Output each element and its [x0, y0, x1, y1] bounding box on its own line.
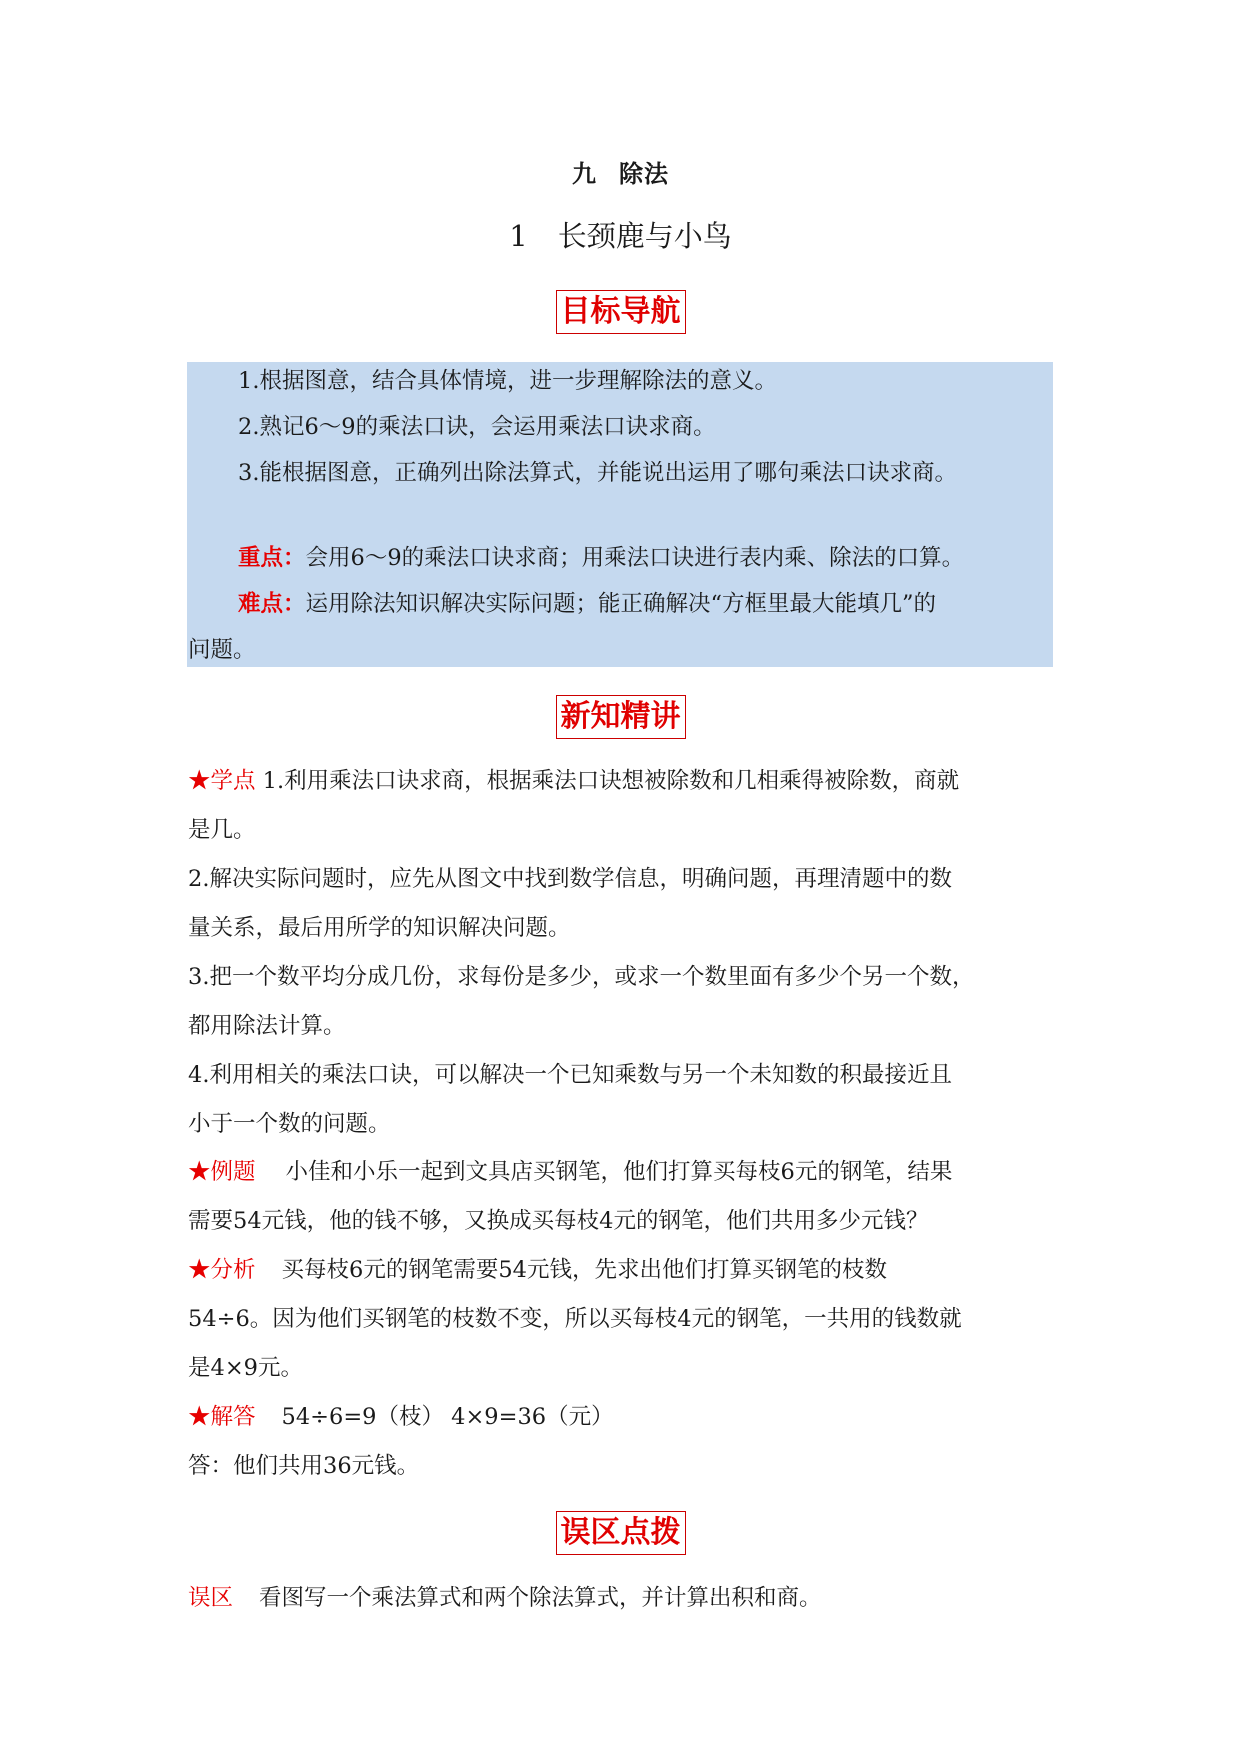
example-problem [188, 1157, 952, 1187]
example-label: ★例题 [188, 1159, 256, 1185]
goal-item-1: 1.根据图意，结合具体情境，进一步理解除法的意义。 [238, 368, 777, 394]
knowledge-point-1-cont: 是几。 [188, 817, 256, 843]
chapter-number: 九 [572, 160, 597, 188]
knowledge-point-4-cont: 小于一个数的问题。 [188, 1111, 391, 1137]
mistakes-section-heading [0, 1511, 1241, 1555]
chapter-title: 除法 [619, 160, 669, 188]
key-point-label: 重点： [238, 545, 306, 571]
knowledge-point-4: 4.利用相关的乘法口诀，可以解决一个已知乘数与另一个未知数的积最接近且 [188, 1062, 952, 1088]
goals-box [187, 362, 1053, 667]
example-problem-cont: 需要54元钱，他的钱不够，又换成买每枝4元的钢笔，他们共用多少元钱？ [188, 1208, 929, 1234]
key-point [238, 543, 964, 573]
mistake-text: 看图写一个乘法算式和两个除法算式，并计算出积和商。 [259, 1585, 822, 1611]
difficult-point [238, 589, 936, 619]
goal-item-3: 3.能根据图意，正确列出除法算式，并能说出运用了哪句乘法口诀求商。 [238, 460, 957, 486]
difficult-point-text: 运用除法知识解决实际问题；能正确解决“方框里最大能填几”的 [305, 591, 937, 617]
goals-section-heading [0, 290, 1241, 334]
knowledge-section-title: 新知精讲 [556, 695, 686, 739]
knowledge-point-2: 2.解决实际问题时，应先从图文中找到数学信息，明确问题，再理清题中的数 [188, 866, 952, 892]
analysis-text: 买每枝6元的钢笔需要54元钱，先求出他们打算买钢笔的枝数 [281, 1257, 887, 1283]
lesson-heading [0, 214, 1241, 255]
chapter-heading [0, 154, 1241, 189]
analysis-cont-1: 54÷6。因为他们买钢笔的枝数不变，所以买每枝4元的钢笔，一共用的钱数就 [188, 1306, 962, 1332]
key-point-text: 会用6～9的乘法口诀求商；用乘法口诀进行表内乘、除法的口算。 [305, 545, 965, 571]
point-label: ★学点 [188, 768, 256, 794]
answer-statement: 答：他们共用36元钱。 [188, 1453, 420, 1479]
mistakes-section-title: 误区点拨 [556, 1511, 686, 1555]
difficult-point-continued: 问题。 [188, 637, 256, 663]
analysis-label: ★分析 [188, 1257, 256, 1283]
knowledge-section-heading [0, 695, 1241, 739]
lesson-title: 长颈鹿与小鸟 [557, 219, 732, 253]
knowledge-point-1 [188, 766, 959, 796]
goals-section-title: 目标导航 [556, 290, 686, 334]
answer-text: 54÷6=9（枝） 4×9=36（元） [281, 1404, 614, 1430]
knowledge-point-2-cont: 量关系，最后用所学的知识解决问题。 [188, 915, 571, 941]
lesson-number: 1 [509, 219, 528, 253]
knowledge-point-3: 3.把一个数平均分成几份，求每份是多少，或求一个数里面有多少个另一个数， [188, 964, 975, 990]
example-text: 小佳和小乐一起到文具店买钢笔，他们打算买每枝6元的钢笔，结果 [285, 1159, 953, 1185]
analysis-cont-2: 是4×9元。 [188, 1355, 303, 1381]
analysis [188, 1255, 887, 1285]
point-1-text: 1.利用乘法口诀求商，根据乘法口诀想被除数和几相乘得被除数，商就 [255, 768, 960, 794]
goal-item-2: 2.熟记6～9的乘法口诀，会运用乘法口诀求商。 [238, 414, 716, 440]
mistake-item [188, 1583, 822, 1613]
answer-label: ★解答 [188, 1404, 256, 1430]
answer [188, 1402, 614, 1432]
mistake-label: 误区 [188, 1585, 234, 1611]
knowledge-point-3-cont: 都用除法计算。 [188, 1013, 346, 1039]
difficult-point-label: 难点： [238, 591, 306, 617]
